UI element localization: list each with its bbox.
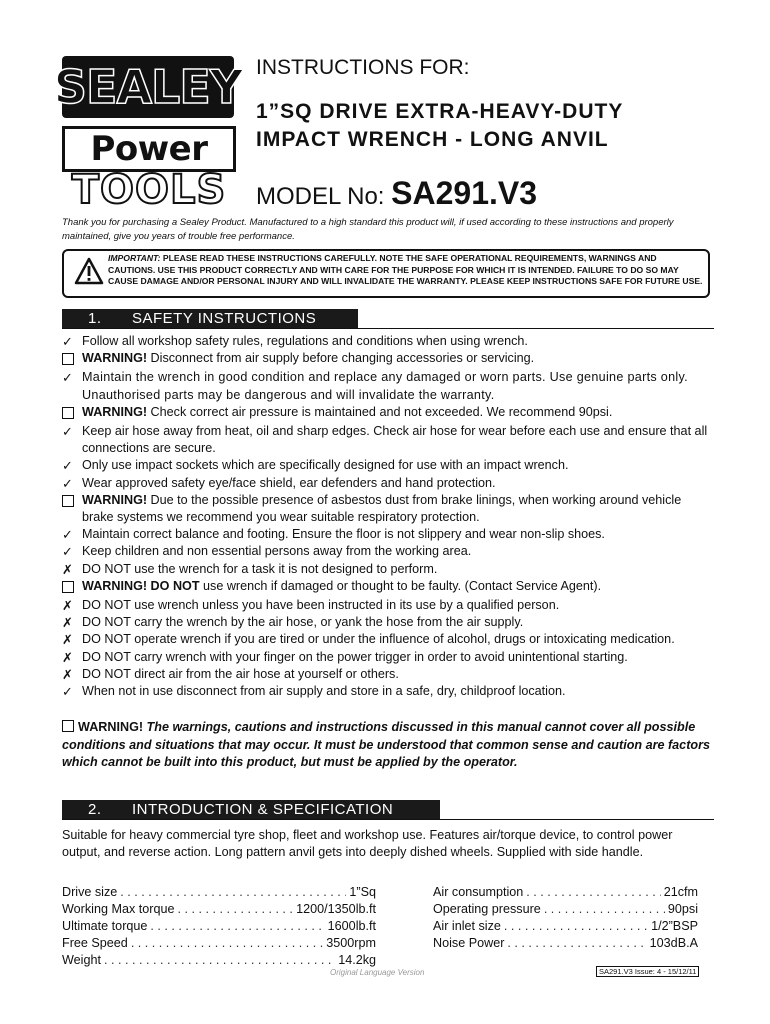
spec-label: Working Max torque (62, 902, 175, 916)
check-icon: ✓ (62, 475, 73, 491)
cross-icon: ✗ (62, 615, 73, 631)
spec-value: 1”Sq (349, 885, 376, 899)
safety-item-text (82, 543, 714, 560)
spec-dots (150, 918, 324, 935)
spec-dots (544, 901, 665, 918)
cross-icon: ✗ (62, 561, 73, 577)
model-label: MODEL No: (256, 183, 385, 210)
instructions-for-heading: INSTRUCTIONS FOR: (256, 56, 470, 79)
safety-item-body: Check correct air pressure is maintained and not exceeded. We recommend 90psi. (147, 404, 613, 419)
intro-text: Suitable for heavy commercial tyre shop, fleet and workshop use. Features air/torque device, to control power output, and reverse action. Long pattern anvil gets into deeply dished wheels. Supplied with side handle. (62, 828, 673, 860)
spec-value: 90psi (667, 902, 698, 916)
section-1-rule (62, 328, 714, 329)
spec-row (433, 918, 698, 935)
spec-row (433, 901, 698, 918)
safety-item (62, 683, 714, 700)
section-2-title: INTRODUCTION & SPECIFICATION (132, 801, 394, 818)
safety-item (62, 561, 714, 578)
safety-item-body: When not in use disconnect from air supply and store in a safe, dry, childproof location. (82, 684, 566, 699)
spec-label: Air inlet size (433, 919, 501, 933)
specs-left (62, 884, 376, 969)
safety-item (62, 666, 714, 683)
safety-item (62, 649, 714, 666)
warning-box-icon (62, 720, 74, 732)
safety-item-text (82, 666, 714, 683)
safety-item-body: Keep air hose away from heat, oil and sharp edges. Check air hose for wear before each use and ensure that all connections are secure. (82, 424, 708, 456)
safety-item-bold: WARNING! DO NOT (82, 578, 200, 593)
safety-item-body: use wrench if damaged or thought to be faulty. (Contact Service Agent). (199, 578, 602, 593)
safety-item-text (82, 457, 714, 474)
final-warning (62, 717, 714, 772)
safety-item (62, 423, 714, 457)
safety-item (62, 578, 714, 597)
safety-item-text (82, 578, 714, 597)
important-lead: IMPORTANT: (108, 253, 161, 263)
model-value: SA291.V3 (391, 175, 538, 211)
important-body: PLEASE READ THESE INSTRUCTIONS CAREFULLY. NOTE THE SAFE OPERATIONAL REQUIREMENTS, WARNINGS AND CAUTIONS. USE THIS PRODUCT CORRECTLY AND WITH CARE FOR THE PURPOSE FOR WHICH IT IS INTENDED. FAILURE TO DO SO MAY CAUSE DAMAGE AND/OR PERSONAL INJURY AND WILL INVALIDATE THE WARRANTY. PLEASE KEEP INSTRUCTIONS SAFE FOR FUTURE USE. (108, 253, 703, 287)
check-icon: ✓ (62, 370, 73, 386)
spec-label: Ultimate torque (62, 919, 148, 933)
safety-item-text (82, 683, 714, 700)
check-icon: ✓ (62, 334, 73, 349)
safety-item (62, 614, 714, 631)
safety-item-text (82, 369, 714, 403)
spec-dots (177, 901, 293, 918)
safety-list (62, 333, 714, 700)
spec-value: 21cfm (663, 885, 698, 899)
spec-value: 1/2”BSP (651, 919, 698, 933)
safety-item-text (82, 333, 714, 350)
warning-box-icon (62, 350, 82, 369)
section-1-header (62, 309, 714, 329)
spec-value: 103dB.A (649, 936, 698, 950)
spec-row (62, 901, 376, 918)
thank-you-text: Thank you for purchasing a Sealey Product. Manufactured to a high standard this product will, if used according to these instructions and properly maintained, give you years of trouble free performance. (62, 217, 674, 242)
spec-row (433, 935, 698, 952)
safety-item-body: Only use impact sockets which are specifically designed for use with an impact wrench. (82, 458, 569, 473)
spec-label: Drive size (62, 885, 118, 899)
section-2-rule (62, 819, 714, 820)
issue-label: SA291.V3 Issue: 4 - 15/12/11 (596, 966, 699, 977)
spec-label: Noise Power (433, 936, 505, 950)
safety-item-text (82, 492, 714, 526)
check-icon: ✓ (62, 684, 73, 700)
section-1-title: SAFETY INSTRUCTIONS (132, 310, 317, 327)
safety-item-text (82, 404, 714, 423)
safety-item-text (82, 649, 714, 666)
safety-item-body: Wear approved safety eye/face shield, ear defenders and hand protection. (82, 475, 496, 490)
safety-item-text (82, 423, 714, 457)
safety-item-bold: WARNING! (82, 404, 148, 419)
safety-item-body: DO NOT carry the wrench by the air hose, or yank the hose from the air supply. (82, 615, 524, 630)
safety-item-body: Keep children and non essential persons away from the working area. (82, 544, 472, 559)
safety-item-body: Follow all workshop safety rules, regulations and conditions when using wrench. (82, 334, 528, 348)
product-title (256, 98, 623, 154)
important-notice (62, 249, 710, 298)
safety-item-bold: WARNING! (82, 351, 148, 366)
spec-row (433, 884, 698, 901)
cross-icon: ✗ (62, 598, 73, 614)
spec-label: Weight (62, 953, 101, 967)
safety-item-body: Maintain the wrench in good condition and replace any damaged or worn parts. Use genuine parts only. Unauthorised parts may be dangerous and will invalidate the warranty. (82, 370, 688, 402)
safety-item (62, 597, 714, 614)
section-1-number: 1. (88, 310, 102, 327)
safety-item (62, 475, 714, 492)
check-icon: ✓ (62, 458, 73, 474)
safety-item-text (82, 526, 714, 543)
check-icon: ✓ (62, 527, 73, 543)
safety-item (62, 526, 714, 543)
power-logo: Power (62, 126, 236, 172)
safety-item-body: DO NOT carry wrench with your finger on the power trigger in order to avoid unintentional starting. (82, 649, 628, 664)
check-icon: ✓ (62, 544, 73, 560)
section-2-number: 2. (88, 801, 102, 818)
safety-item-body: DO NOT use the wrench for a task it is not designed to perform. (82, 561, 438, 576)
product-title-line1: 1”SQ DRIVE EXTRA-HEAVY-DUTY (256, 100, 624, 123)
language-version: Original Language Version (330, 968, 425, 977)
section-2-header (62, 800, 714, 820)
safety-item (62, 492, 714, 526)
safety-item (62, 457, 714, 474)
safety-item (62, 333, 714, 350)
sealey-logo: SEALEY (62, 56, 234, 118)
safety-item-bold: WARNING! (82, 492, 148, 507)
check-icon: ✓ (62, 424, 73, 440)
safety-item-body: DO NOT direct air from the air hose at yourself or others. (82, 666, 399, 681)
spec-value: 14.2kg (338, 953, 376, 967)
safety-item-text (82, 614, 714, 631)
product-title-line2: IMPACT WRENCH - LONG ANVIL (256, 128, 609, 151)
safety-item-body: DO NOT use wrench unless you have been instructed in its use by a qualified person. (82, 598, 560, 613)
safety-item-body: Disconnect from air supply before changing accessories or servicing. (147, 351, 535, 366)
spec-dots (120, 884, 346, 901)
warning-box-icon (62, 492, 82, 526)
tools-logo: TOOLS (71, 167, 227, 213)
safety-item-text (82, 350, 714, 369)
final-warning-text: The warnings, cautions and instructions discussed in this manual cannot cover all possible conditions and situations that may occur. It must be understood that common sense and caution are factors which cannot be built into this product, but must be applied by the operator. (62, 720, 710, 769)
spec-dots (507, 935, 646, 952)
safety-item (62, 404, 714, 423)
spec-row (62, 918, 376, 935)
spec-row (62, 952, 376, 969)
spec-row (62, 884, 376, 901)
spec-dots (504, 918, 648, 935)
safety-item (62, 631, 714, 648)
safety-item-text (82, 597, 714, 614)
spec-dots (104, 952, 335, 969)
safety-item-text (82, 561, 714, 578)
spec-row (62, 935, 376, 952)
safety-item (62, 369, 714, 403)
warning-triangle-icon (74, 257, 104, 285)
safety-item (62, 350, 714, 369)
safety-item-body: DO NOT operate wrench if you are tired or under the influence of alcohol, drugs or intoxicating medication. (82, 632, 675, 647)
important-text (108, 253, 704, 288)
safety-item-text (82, 631, 714, 648)
safety-item-text (82, 475, 714, 492)
spec-dots (526, 884, 660, 901)
spec-label: Free Speed (62, 936, 128, 950)
model-number (256, 175, 537, 212)
warning-box-icon (62, 578, 82, 597)
spec-label: Air consumption (433, 885, 524, 899)
final-warning-lead: WARNING! (78, 720, 144, 734)
safety-item-body: Maintain correct balance and footing. Ensure the floor is not slippery and wear non-slip shoes. (82, 527, 605, 542)
spec-value: 1600lb.ft (327, 919, 376, 933)
safety-item-body: Due to the possible presence of asbestos dust from brake linings, when working around vehicle brake systems we recommend you wear suitable respiratory protection. (82, 492, 682, 525)
cross-icon: ✗ (62, 632, 73, 648)
cross-icon: ✗ (62, 649, 73, 665)
spec-value: 1200/1350lb.ft (296, 902, 376, 916)
warning-box-icon (62, 404, 82, 423)
specs-right (433, 884, 698, 952)
spec-dots (131, 935, 323, 952)
safety-item (62, 543, 714, 560)
cross-icon: ✗ (62, 666, 73, 682)
spec-value: 3500rpm (326, 936, 376, 950)
spec-label: Operating pressure (433, 902, 541, 916)
